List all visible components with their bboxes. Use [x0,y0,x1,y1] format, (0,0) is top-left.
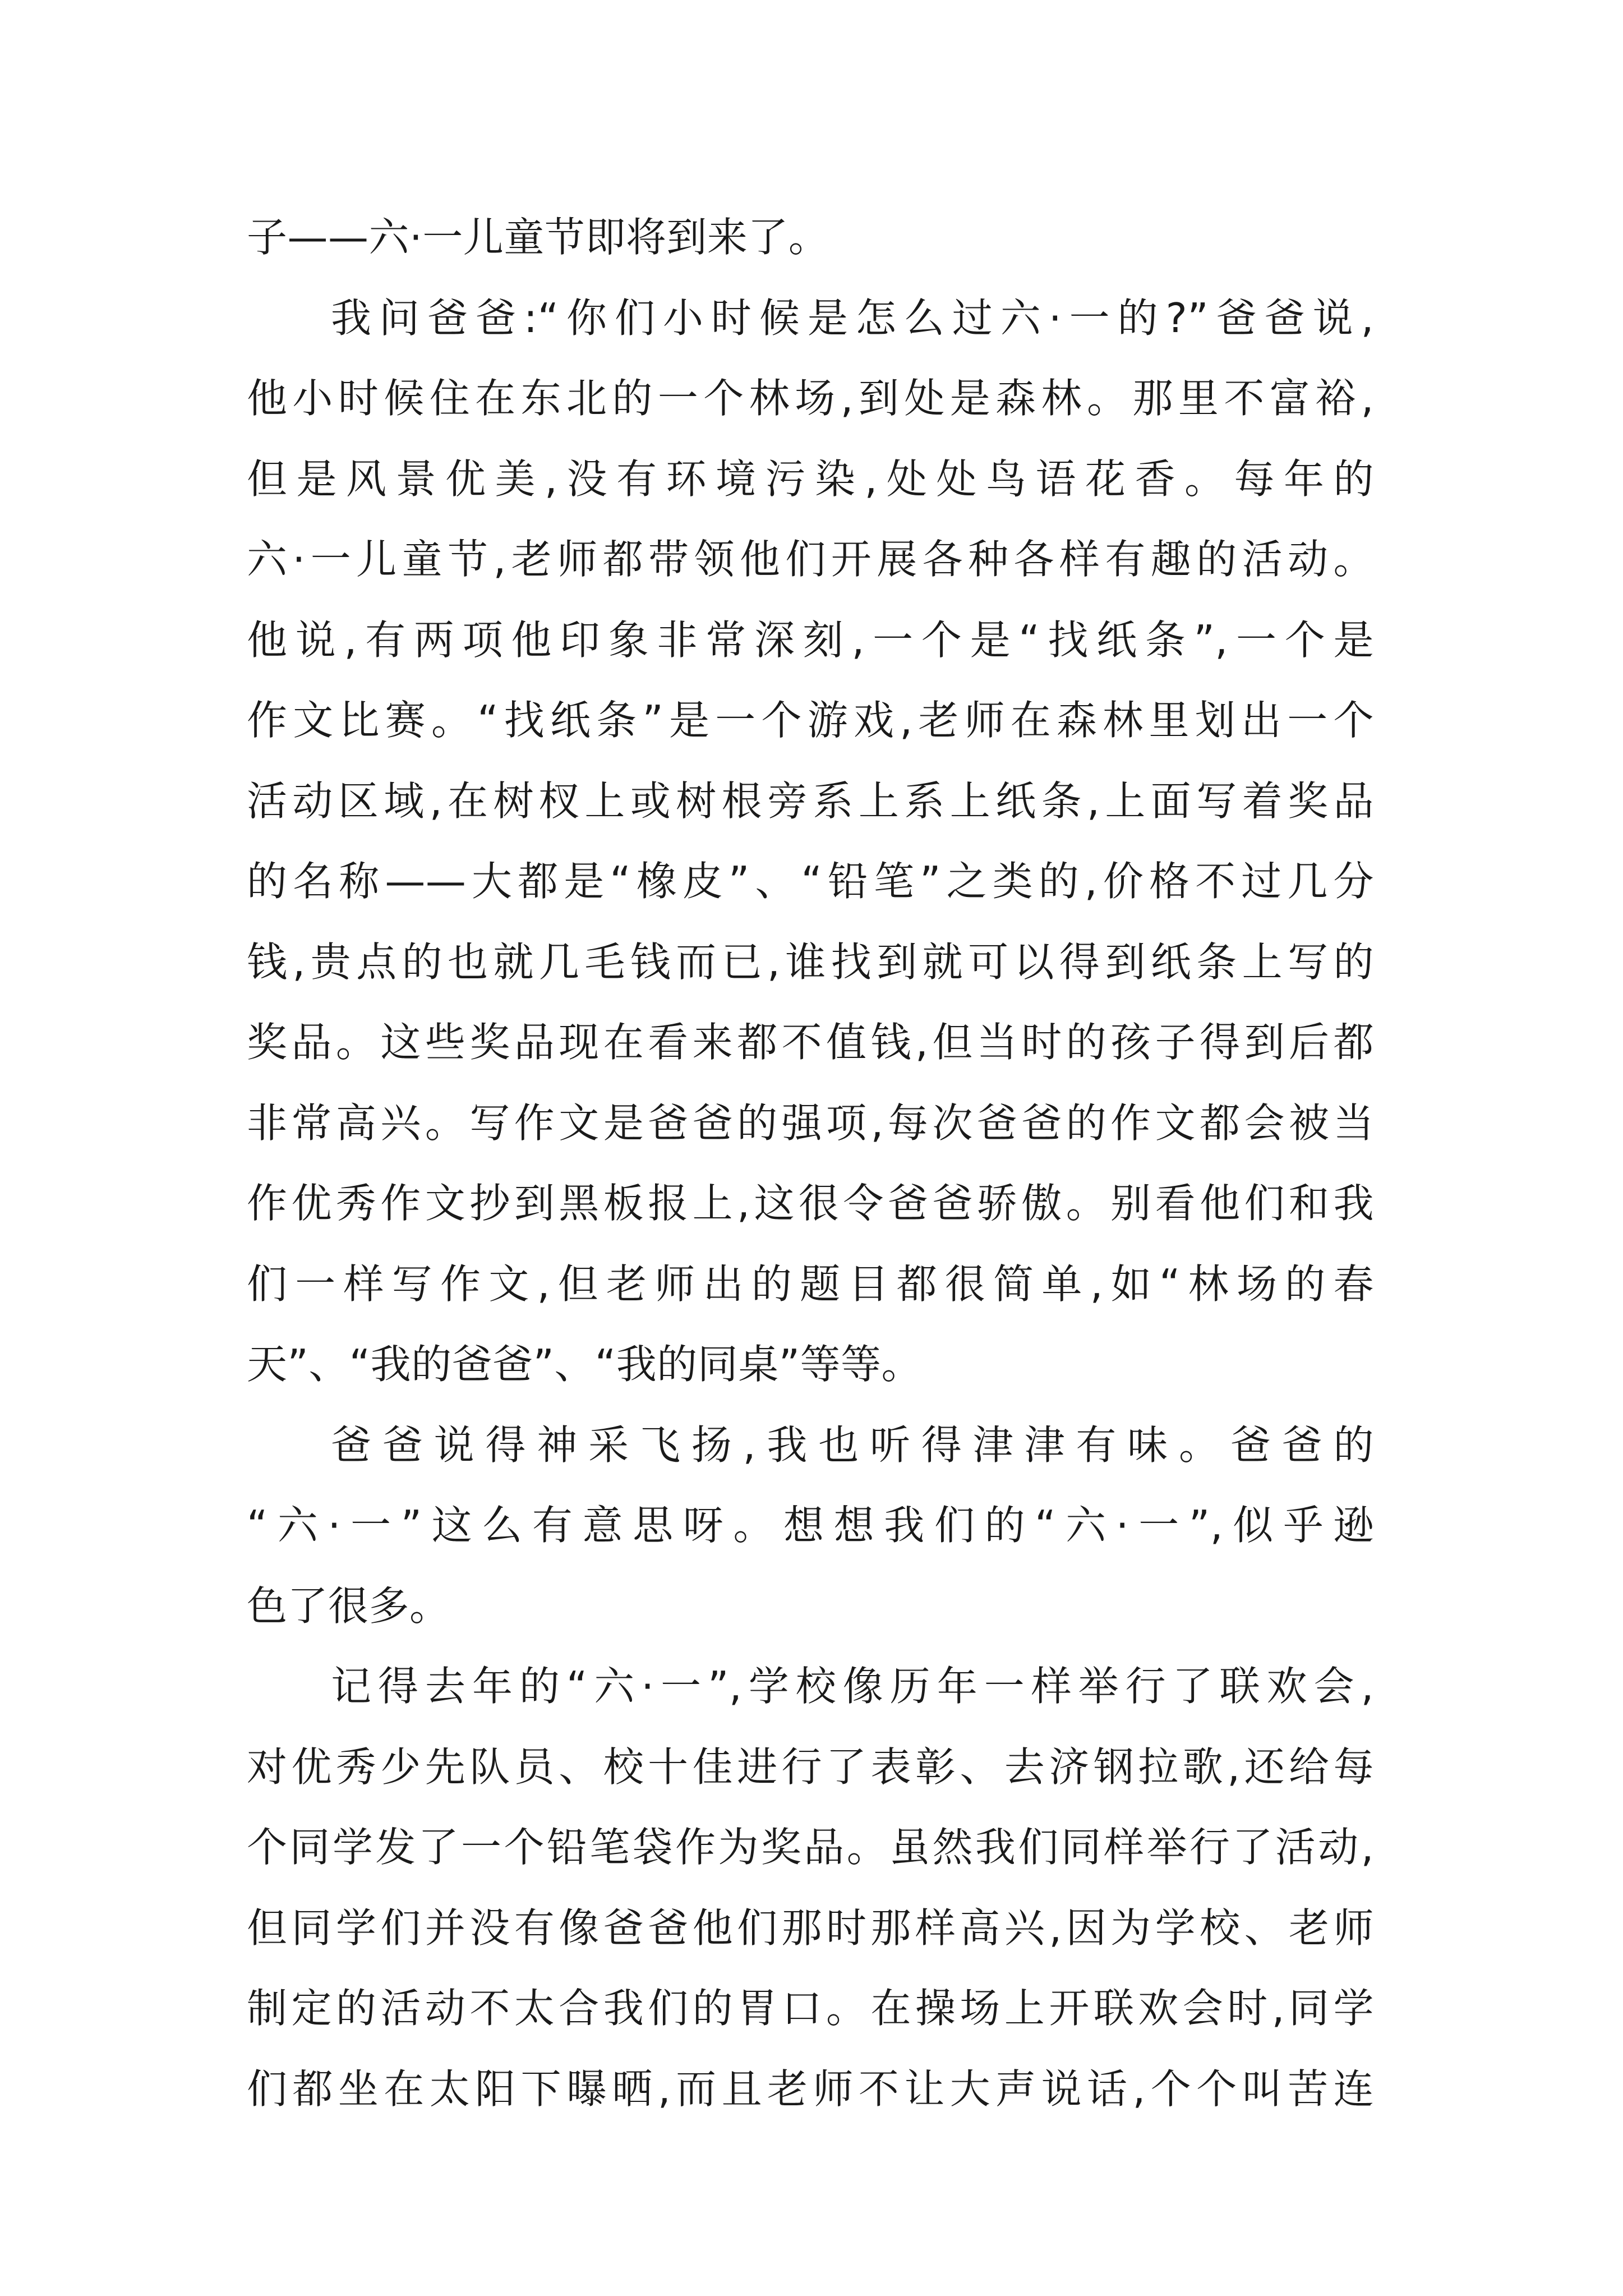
text-line: 非常高兴。写作文是爸爸的强项,每次爸爸的作文都会被当 [247,1099,1374,1147]
text-line: 但是风景优美,没有环境污染,处处鸟语花香。每年的 [247,455,1374,503]
text-line: 六·一儿童节,老师都带领他们开展各种各样有趣的活动。 [247,536,1374,583]
text-line: 们一样写作文,但老师出的题目都很简单,如“林场的春 [247,1260,1374,1308]
text-line: 我问爸爸:“你们小时候是怎么过六·一的?”爸爸说, [331,294,1374,342]
text-line: 对优秀少先队员、校十佳进行了表彰、去济钢拉歌,还给每 [247,1743,1374,1791]
text-line: 活动区域,在树杈上或树根旁系上系上纸条,上面写着奖品 [247,777,1374,825]
text-line: “六·一”这么有意思呀。想想我们的“六·一”,似乎逊 [247,1502,1374,1549]
text-line: 但同学们并没有像爸爸他们那时那样高兴,因为学校、老师 [247,1904,1374,1952]
text-line: 的名称——大都是“橡皮”、“铅笔”之类的,价格不过几分 [247,858,1374,905]
text-line: 天”、“我的爸爸”、“我的同桌”等等。 [247,1341,923,1388]
text-line: 记得去年的“六·一”,学校像历年一样举行了联欢会, [331,1663,1374,1710]
text-line: 们都坐在太阳下曝晒,而且老师不让大声说话,个个叫苦连 [247,2065,1374,2113]
text-line: 钱,贵点的也就几毛钱而已,谁找到就可以得到纸条上写的 [247,938,1374,986]
text-line: 奖品。这些奖品现在看来都不值钱,但当时的孩子得到后都 [247,1019,1374,1066]
text-line: 子——六·一儿童节即将到来了。 [247,214,829,261]
body-text [247,197,1374,2129]
text-line: 个同学发了一个铅笔袋作为奖品。虽然我们同样举行了活动, [247,1824,1374,1871]
text-line: 作文比赛。“找纸条”是一个游戏,老师在森林里划出一个 [247,697,1374,744]
text-line: 色了很多。 [247,1582,450,1630]
text-line: 作优秀作文抄到黑板报上,这很令爸爸骄傲。别看他们和我 [247,1180,1374,1227]
text-line: 爸爸说得神采飞扬,我也听得津津有味。爸爸的 [331,1421,1374,1469]
text-line: 他说,有两项他印象非常深刻,一个是“找纸条”,一个是 [247,616,1374,664]
text-line: 制定的活动不太合我们的胃口。在操场上开联欢会时,同学 [247,1985,1374,2032]
text-line: 他小时候住在东北的一个林场,到处是森林。那里不富裕, [247,375,1374,422]
